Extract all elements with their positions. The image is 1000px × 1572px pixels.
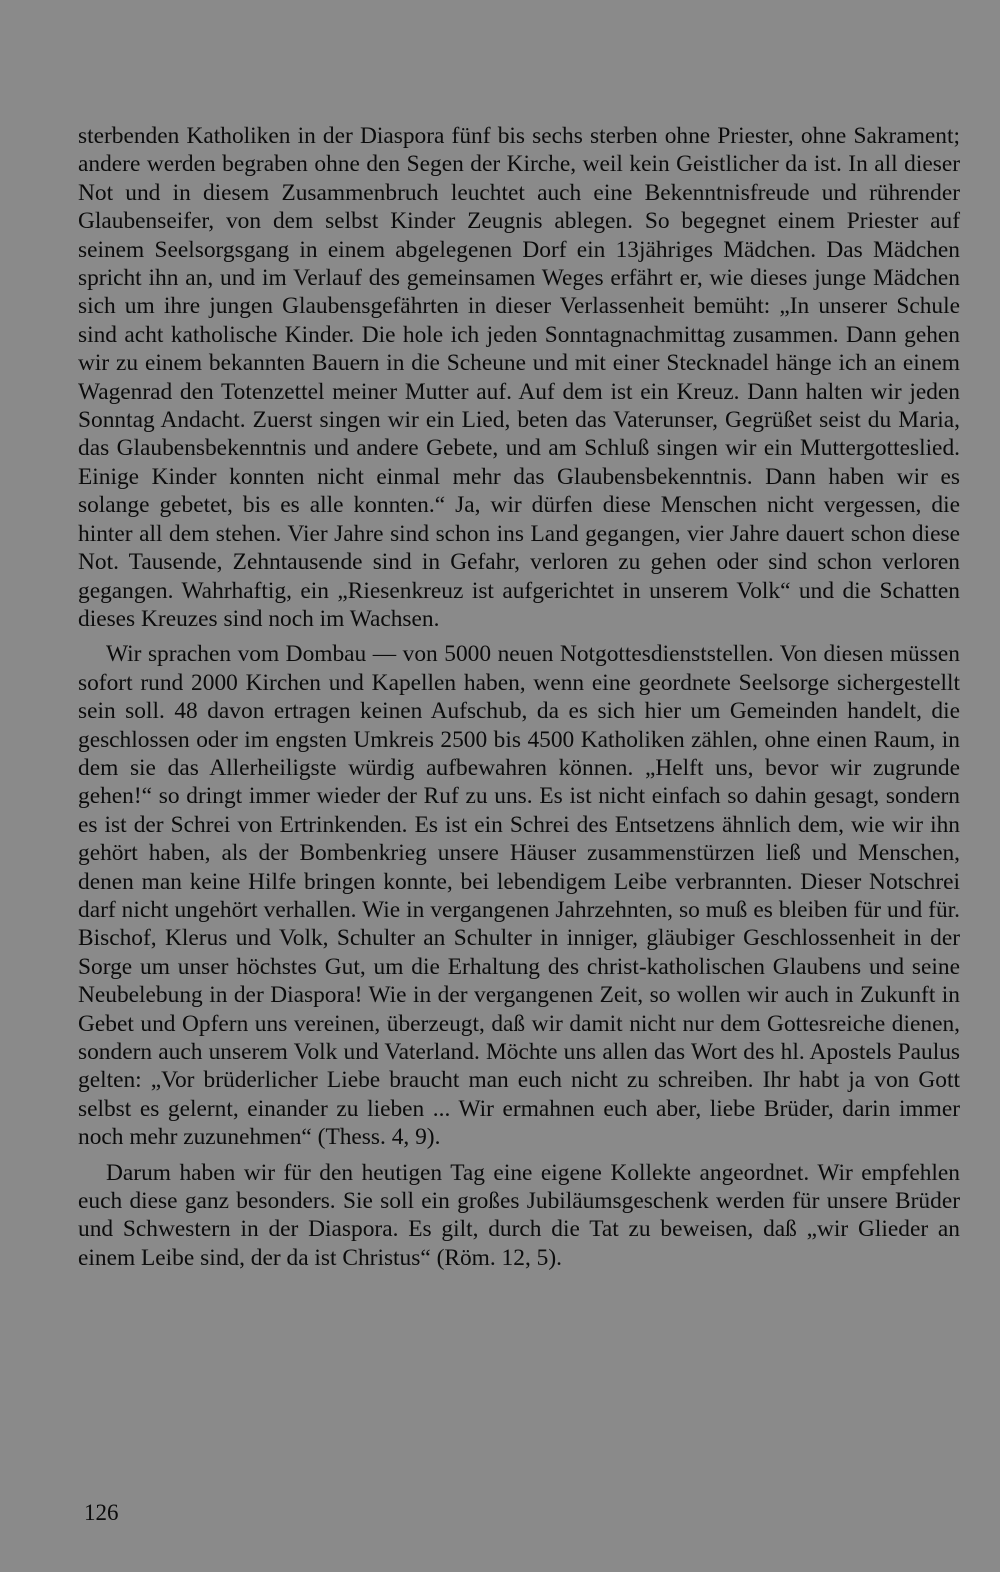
paragraph-2: Wir sprachen vom Dombau — von 5000 neuen Notgottesdienststellen. Von diesen müssen sofort rund 2000 Kirchen und Kapellen haben, wenn eine geordnete Seelsorge sichergestellt sein soll. 48 davon ertragen keinen Aufschub, da es sich hier um Gemeinden handelt, die geschlossen oder im engsten Umkreis 2500 bis 4500 Katholiken zählen, ohne einen Raum, in dem sie das Allerheiligste würdig aufbewahren können. „Helft uns, bevor wir zugrunde gehen!“ so dringt immer wieder der Ruf zu uns. Es ist nicht einfach so dahin gesagt, sondern es ist der Schrei von Ertrinkenden. Es ist ein Schrei des Entsetzens ähnlich dem, wie wir ihn gehört haben, als der Bombenkrieg unsere Häuser zusammenstürzen ließ und Menschen, denen man keine Hilfe bringen konnte, bei lebendigem Leibe verbrannten. Dieser Notschrei darf nicht ungehört verhallen. Wie in vergangenen Jahrzehnten, so muß es bleiben für und für. Bischof, Klerus und Volk, Schulter an Schulter in inniger, gläubiger Geschlossenheit in der Sorge um unser höchstes Gut, um die Erhaltung des christ-katholischen Glaubens und seine Neubelebung in der Diaspora! Wie in der vergangenen Zeit, so wollen wir auch in Zukunft in Gebet und Opfern uns vereinen, überzeugt, daß wir damit nicht nur dem Gottesreiche dienen, sondern auch unserem Volk und Vaterland. Möchte uns allen das Wort des hl. Apostels Paulus gelten: „Vor brüderlicher Liebe braucht man euch nicht zu schreiben. Ihr habt ja von Gott selbst es gelernt, einander zu lieben ... Wir ermahnen euch aber, liebe Brüder, darin immer noch mehr zuzunehmen“ (Thess. 4, 9). — [78, 641, 960, 1151]
paragraph-3: Darum haben wir für den heutigen Tag eine eigene Kollekte angeordnet. Wir empfehlen euch diese ganz besonders. Sie soll ein großes Jubiläumsgeschenk werden für unsere Brüder und Schwestern in der Diaspora. Es gilt, durch die Tat zu beweisen, daß „wir Glieder an einem Leibe sind, der da ist Christus“ (Röm. 12, 5). — [78, 1159, 960, 1271]
page-number: 126 — [84, 1500, 119, 1525]
paragraph-1: sterbenden Katholiken in der Diaspora fünf bis sechs sterben ohne Priester, ohne Sakrament; andere werden begraben ohne den Segen der Kirche, weil kein Geistlicher da ist. In all dieser Not und in diesem Zusammenbruch leuchtet auch eine Bekenntnisfreude und rührender Glaubenseifer, von dem selbst Kinder Zeugnis ablegen. So begegnet einem Priester auf seinem Seelsorgsgang in einem abgelegenen Dorf ein 13jähriges Mädchen. Das Mädchen spricht ihn an, und im Verlauf des gemeinsamen Weges erfährt er, wie dieses junge Mädchen sich um ihre jungen Glaubensgefährten in dieser Verlassenheit bemüht: „In unserer Schule sind acht katholische Kinder. Die hole ich jeden Sonntagnachmittag zusammen. Dann gehen wir zu einem bekannten Bauern in die Scheune und mit einer Stecknadel hänge ich an einem Wagenrad den Totenzettel meiner Mutter auf. Auf dem ist ein Kreuz. Dann halten wir jeden Sonntag Andacht. Zuerst singen wir ein Lied, beten das Vaterunser, Gegrüßet seist du Maria, das Glaubensbekenntnis und andere Gebete, und am Schluß singen wir ein Muttergotteslied. Einige Kinder konnten nicht einmal mehr das Glaubensbekenntnis. Dann haben wir es solange gebetet, bis es alle konnten.“ Ja, wir dürfen diese Menschen nicht vergessen, die hinter all dem stehen. Vier Jahre sind schon ins Land gegangen, vier Jahre dauert schon diese Not. Tausende, Zehntausende sind in Gefahr, verloren zu gehen oder sind schon verloren gegangen. Wahrhaftig, ein „Riesenkreuz ist aufgerichtet in unserem Volk“ und die Schatten dieses Kreuzes sind noch im Wachsen. — [78, 123, 960, 632]
page-text — [78, 122, 960, 1272]
